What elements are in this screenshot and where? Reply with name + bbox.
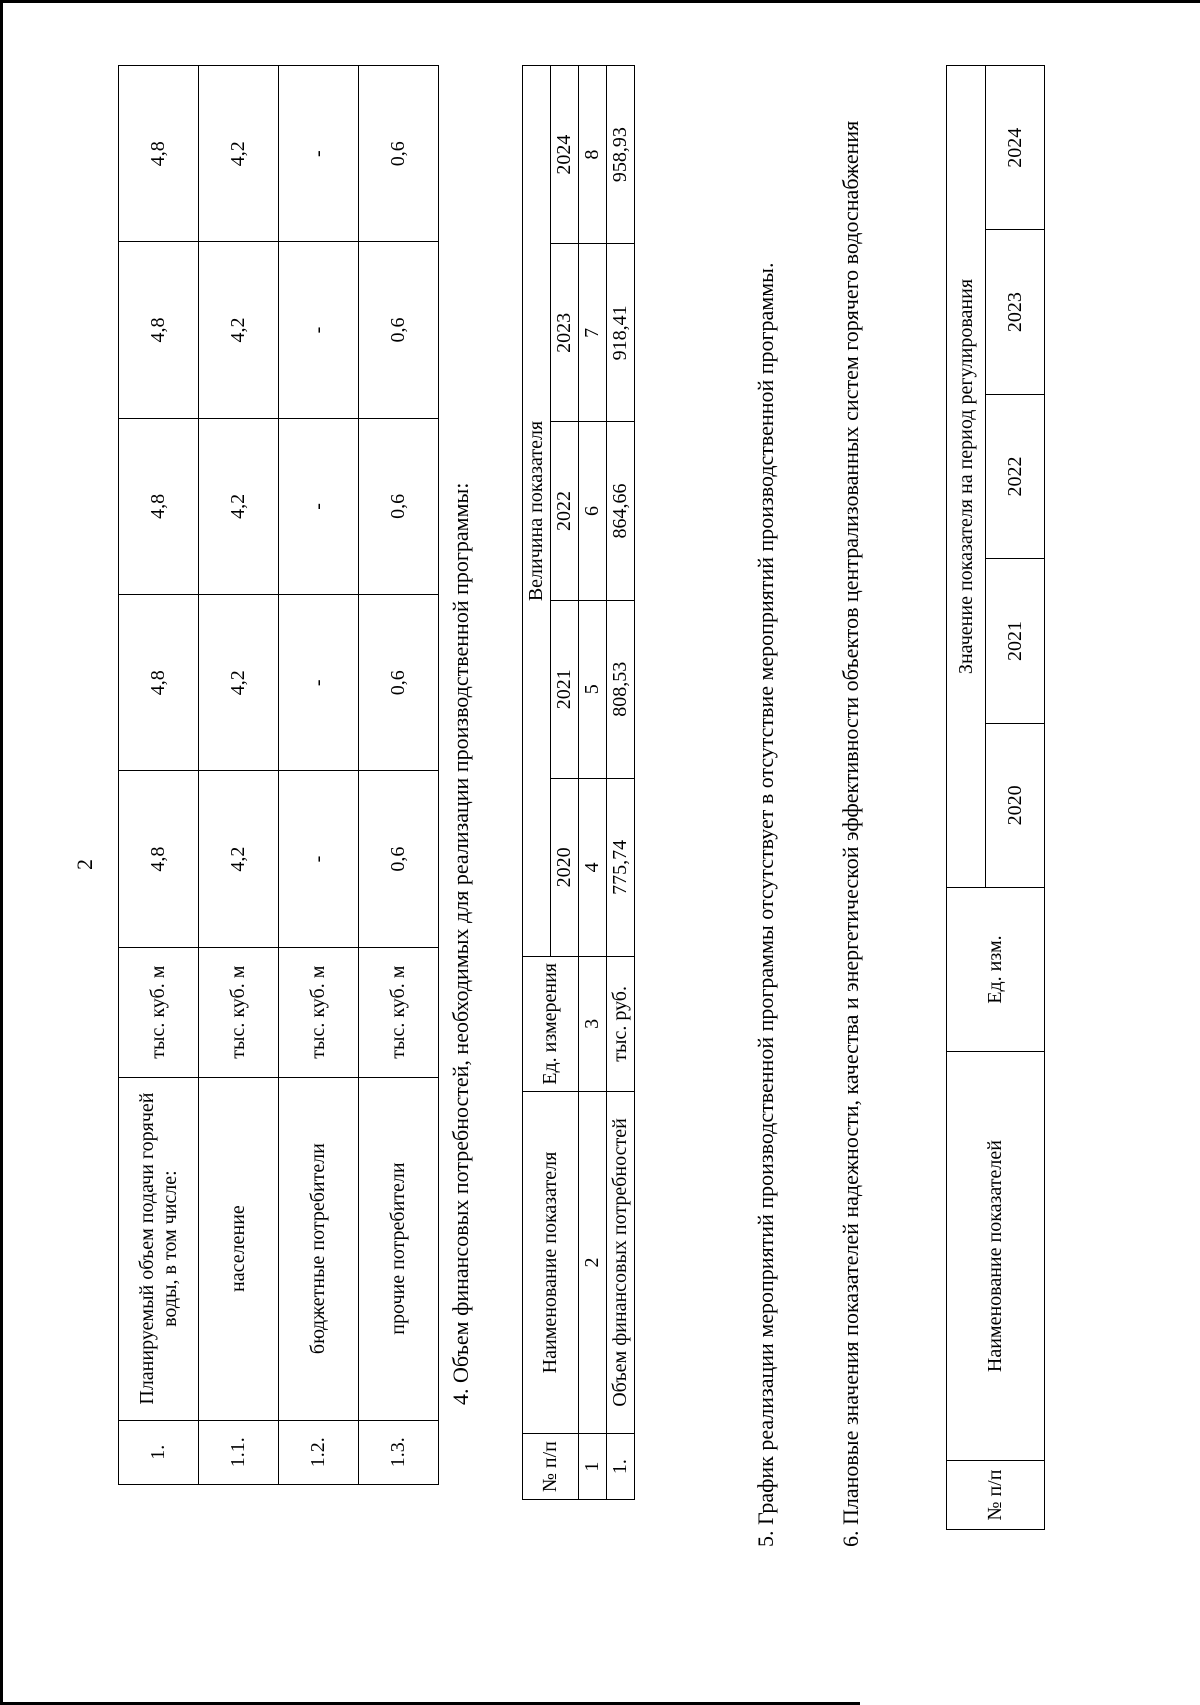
row-value: 0,6 xyxy=(359,66,439,242)
row-value: 4,2 xyxy=(199,771,279,947)
header-group: Значение показателя на период регулирования xyxy=(947,66,986,888)
page-number: 2 xyxy=(72,859,97,870)
row-num: 1. xyxy=(607,1434,635,1500)
header-year: 2021 xyxy=(551,600,579,778)
row-value: 775,74 xyxy=(607,778,635,956)
row-value: 0,6 xyxy=(359,771,439,947)
row-value: 4,2 xyxy=(199,418,279,594)
row-value: 4,2 xyxy=(199,66,279,242)
row-value: - xyxy=(279,418,359,594)
volumes-table xyxy=(118,65,439,1485)
index-cell: 4 xyxy=(579,778,607,956)
row-value: 958,93 xyxy=(607,66,635,244)
index-cell: 8 xyxy=(579,66,607,244)
table-row xyxy=(199,66,279,1485)
row-name: бюджетные потребители xyxy=(279,1077,359,1420)
section4-heading: 4. Объем финансовых потребностей, необходимых для реализации производственной программы: xyxy=(448,482,473,1405)
row-value: 0,6 xyxy=(359,595,439,771)
financial-needs-table xyxy=(522,65,635,1500)
header-year: 2020 xyxy=(986,723,1045,887)
header-name: Наименование показателя xyxy=(523,1091,579,1434)
reliability-indicators-table xyxy=(946,65,1045,1530)
row-value: 4,8 xyxy=(119,66,199,242)
table-index-row xyxy=(579,66,607,1500)
row-unit: тыс. куб. м xyxy=(199,947,279,1077)
row-value: - xyxy=(279,595,359,771)
row-value: 4,8 xyxy=(119,595,199,771)
row-unit: тыс. руб. xyxy=(607,957,635,1092)
row-num: 1.1. xyxy=(199,1420,279,1484)
index-cell: 2 xyxy=(579,1091,607,1434)
row-name: население xyxy=(199,1077,279,1420)
row-value: 0,6 xyxy=(359,418,439,594)
table-row xyxy=(607,66,635,1500)
header-year: 2024 xyxy=(986,66,1045,230)
row-value: 864,66 xyxy=(607,422,635,600)
header-year: 2021 xyxy=(986,559,1045,723)
row-num: 1.2. xyxy=(279,1420,359,1484)
header-year: 2020 xyxy=(551,778,579,956)
index-cell: 1 xyxy=(579,1434,607,1500)
row-value: 4,2 xyxy=(199,595,279,771)
index-cell: 3 xyxy=(579,957,607,1092)
row-value: - xyxy=(279,66,359,242)
table-header-row xyxy=(947,66,986,1530)
table-row xyxy=(359,66,439,1485)
row-value: 4,2 xyxy=(199,242,279,418)
header-year: 2024 xyxy=(551,66,579,244)
row-name: Планируемый объем подачи горячей воды, в том числе: xyxy=(119,1077,199,1420)
row-unit: тыс. куб. м xyxy=(279,947,359,1077)
row-value: 808,53 xyxy=(607,600,635,778)
row-unit: тыс. куб. м xyxy=(359,947,439,1077)
row-value: 4,8 xyxy=(119,418,199,594)
row-value: 4,8 xyxy=(119,242,199,418)
header-year: 2022 xyxy=(986,394,1045,558)
header-group: Величина показателя xyxy=(523,66,551,957)
header-year: 2023 xyxy=(986,230,1045,394)
header-num: № п/п xyxy=(523,1434,579,1500)
row-value: 0,6 xyxy=(359,242,439,418)
index-cell: 5 xyxy=(579,600,607,778)
row-value: 4,8 xyxy=(119,771,199,947)
header-unit: Ед. изм. xyxy=(947,888,1045,1052)
table-row xyxy=(279,66,359,1485)
index-cell: 6 xyxy=(579,422,607,600)
section6-paragraph: 6. Плановые значения показателей надежности, качества и энергетической эффективности объектов централизованных систем горячего водоснабжения xyxy=(838,120,863,1547)
row-num: 1.3. xyxy=(359,1420,439,1484)
header-num: № п/п xyxy=(947,1461,1045,1530)
row-name: прочие потребители xyxy=(359,1077,439,1420)
section5-paragraph: 5. График реализации мероприятий производственной программы отсутствует в отсутствие мероприятий производственной программы. xyxy=(753,262,778,1547)
table-row xyxy=(119,66,199,1485)
header-year: 2022 xyxy=(551,422,579,600)
header-year: 2023 xyxy=(551,244,579,422)
header-name: Наименование показателей xyxy=(947,1052,1045,1461)
row-unit: тыс. куб. м xyxy=(119,947,199,1077)
row-value: - xyxy=(279,242,359,418)
row-num: 1. xyxy=(119,1420,199,1484)
header-unit: Ед. измерения xyxy=(523,957,579,1092)
row-name: Объем финансовых потребностей xyxy=(607,1091,635,1434)
row-value: 918,41 xyxy=(607,244,635,422)
index-cell: 7 xyxy=(579,244,607,422)
table-header-row xyxy=(523,66,551,1500)
row-value: - xyxy=(279,771,359,947)
